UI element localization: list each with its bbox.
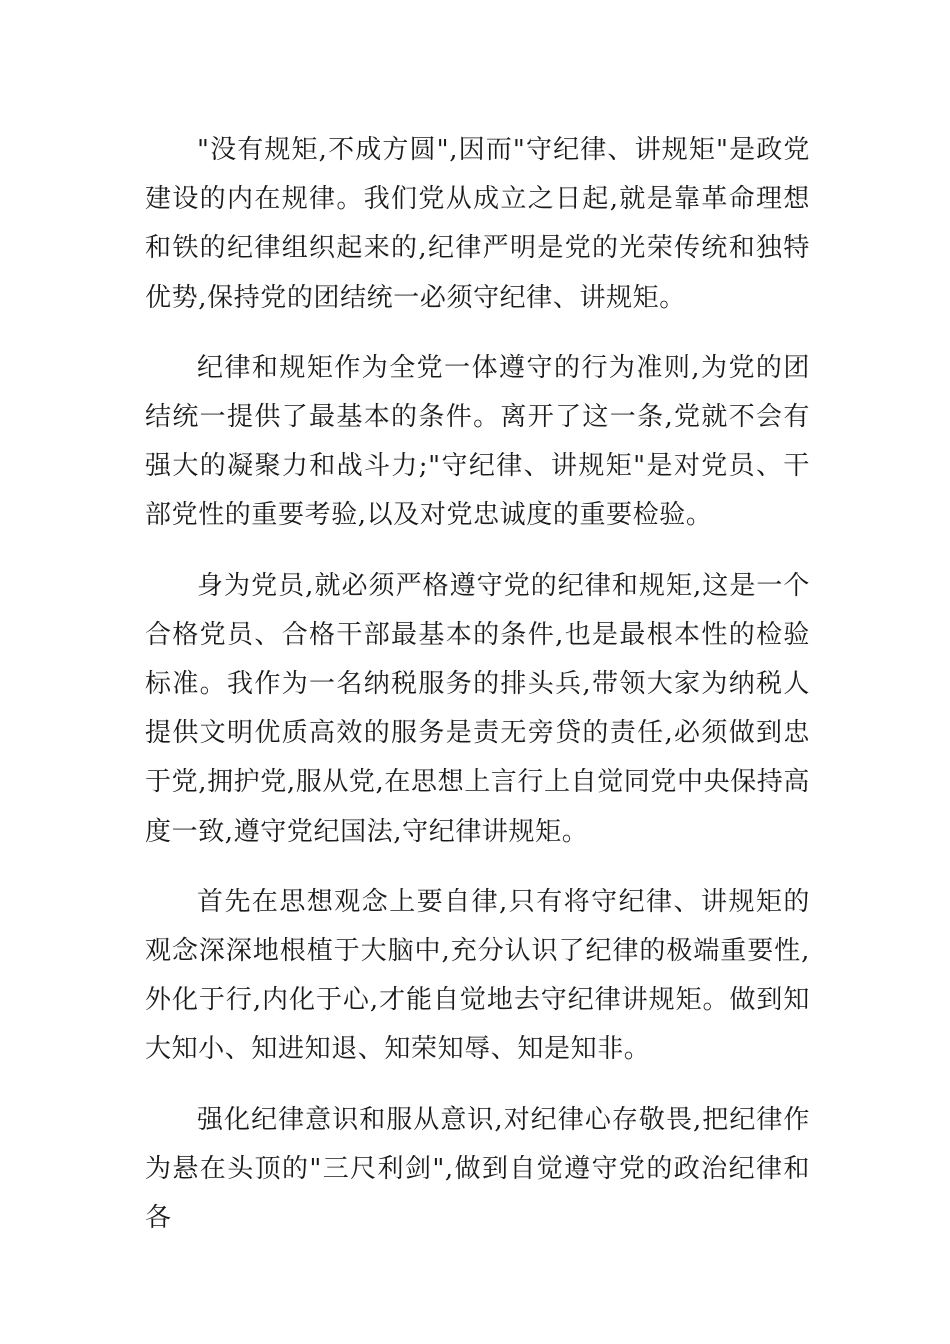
paragraph-4: 首先在思想观念上要自律,只有将守纪律、讲规矩的观念深深地根植于大脑中,充分认识了纪律的极端重要性,外化于行,内化于心,才能自觉地去守纪律讲规矩。做到知大知小、知进知退、知荣知辱、知是知非。 xyxy=(145,886,810,1065)
paragraph-3: 身为党员,就必须严格遵守党的纪律和规矩,这是一个合格党员、合格干部最基本的条件,也是最根本性的检验标准。我作为一名纳税服务的排头兵,带领大家为纳税人提供文明优质高效的服务是责无旁贷的责任,必须做到忠于党,拥护党,服从党,在思想上言行上自觉同党中央保持高度一致,遵守党纪国法,守纪律讲规矩。 xyxy=(145,570,810,847)
document-body xyxy=(145,126,810,1243)
paragraph-2: 纪律和规矩作为全党一体遵守的行为准则,为党的团结统一提供了最基本的条件。离开了这一条,党就不会有强大的凝聚力和战斗力;"守纪律、讲规矩"是对党员、干部党性的重要考验,以及对党忠诚度的重要检验。 xyxy=(145,352,810,531)
paragraph-1: "没有规矩,不成方圆",因而"守纪律、讲规矩"是政党建设的内在规律。我们党从成立之日起,就是靠革命理想和铁的纪律组织起来的,纪律严明是党的光荣传统和独特优势,保持党的团结统一必须守纪律、讲规矩。 xyxy=(145,135,810,313)
paragraph-5: 强化纪律意识和服从意识,对纪律心存敬畏,把纪律作为悬在头顶的"三尺利剑",做到自觉遵守党的政治纪律和各 xyxy=(145,1104,810,1234)
